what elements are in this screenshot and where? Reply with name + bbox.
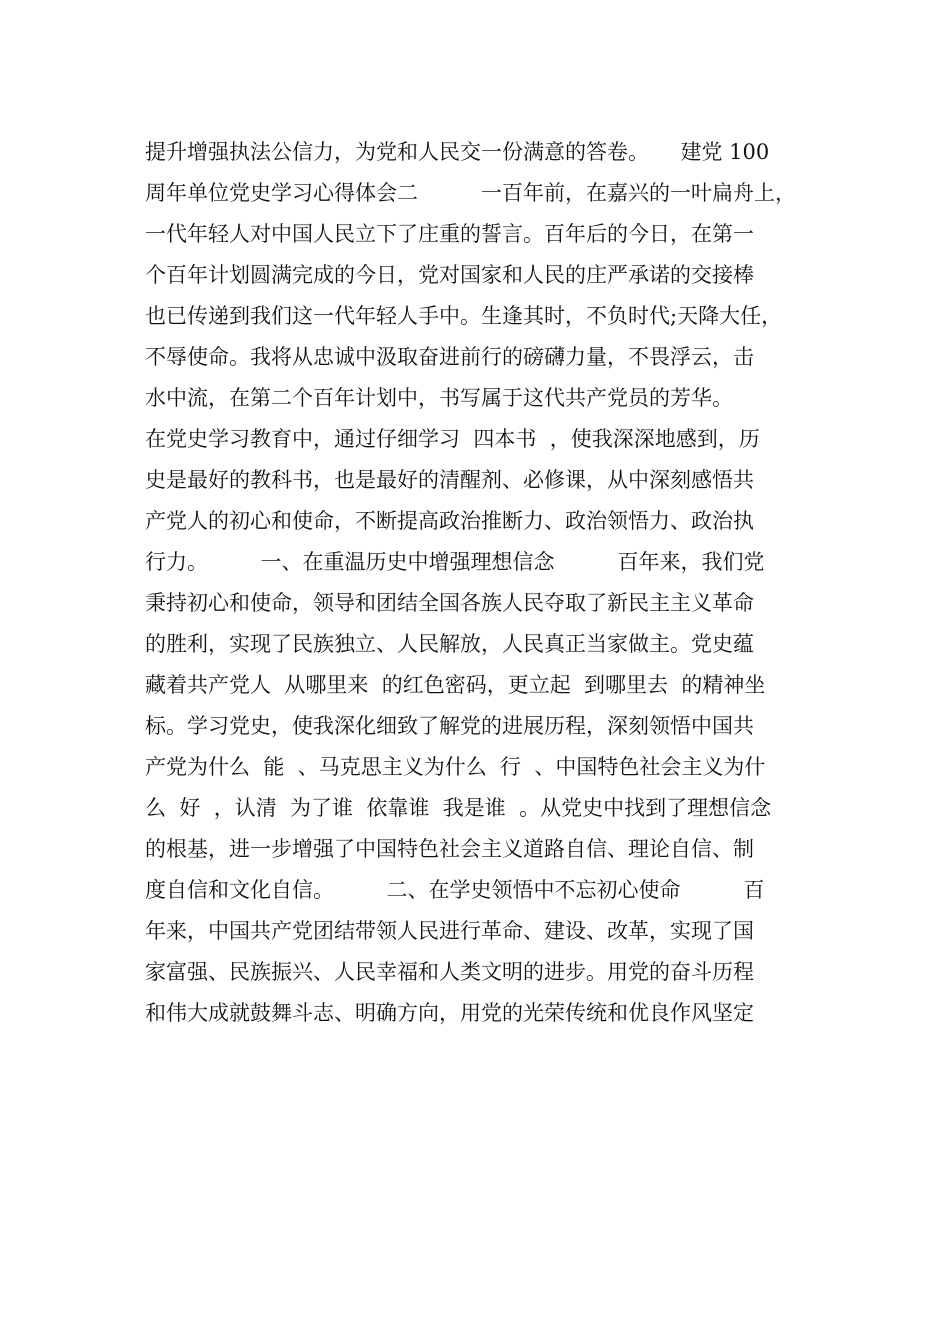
text-line-4: 个百年计划圆满完成的今日，党对国家和人民的庄严承诺的交接棒 bbox=[145, 263, 754, 287]
text-line-21: 家富强、民族振兴、人民幸福和人类文明的进步。用党的奋斗历程 bbox=[145, 960, 754, 984]
text-line-13: 的胜利，实现了民族独立、人民解放，人民真正当家做主。党史蕴 bbox=[145, 632, 754, 656]
text-line-6: 不辱使命。我将从忠诚中汲取奋进前行的磅礴力量，不畏浮云，击 bbox=[145, 345, 754, 369]
text-line-22: 和伟大成就鼓舞斗志、明确方向，用党的光荣传统和优良作风坚定 bbox=[145, 1001, 754, 1025]
text-line-19: 度自信和文化自信。 二、在学史领悟中不忘初心使命 百 bbox=[145, 878, 765, 902]
text-line-14: 藏着共产党人 从哪里来 的红色密码，更立起 到哪里去 的精神坐 bbox=[145, 673, 766, 697]
text-line-8: 在党史学习教育中，通过仔细学习 四本书 ，使我深深地感到，历 bbox=[145, 427, 760, 451]
text-line-18: 的根基，进一步增强了中国特色社会主义道路自信、理论自信、制 bbox=[145, 837, 754, 861]
text-line-9: 史是最好的教科书，也是最好的清醒剂、必修课，从中深刻感悟共 bbox=[145, 468, 754, 492]
text-line-20: 年来，中国共产党团结带领人民进行革命、建设、改革，实现了国 bbox=[145, 919, 754, 943]
text-line-5: 也已传递到我们这一代年轻人手中。生逢其时，不负时代;天降大任， bbox=[145, 304, 783, 328]
text-line-10: 产党人的初心和使命，不断提高政治推断力、政治领悟力、政治执 bbox=[145, 509, 754, 533]
text-line-17: 么 好 ，认清 为了谁 依靠谁 我是谁 。从党史中找到了理想信念 bbox=[145, 796, 772, 820]
text-line-2: 周年单位党史学习心得体会二 一百年前，在嘉兴的一叶扁舟上， bbox=[145, 181, 796, 205]
text-line-16: 产党为什么 能 、马克思主义为什么 行 、中国特色社会主义为什 bbox=[145, 755, 766, 779]
text-line-1: 提升增强执法公信力，为党和人民交一份满意的答卷。 建党 100 bbox=[145, 140, 770, 164]
text-line-7: 水中流，在第二个百年计划中，书写属于这代共产党员的芳华。 bbox=[145, 386, 733, 410]
text-line-11: 行力。 一、在重温历史中增强理想信念 百年来，我们党 bbox=[145, 550, 765, 574]
text-line-12: 秉持初心和使命，领导和团结全国各族人民夺取了新民主主义革命 bbox=[145, 591, 754, 615]
text-line-15: 标。学习党史，使我深化细致了解党的进展历程，深刻领悟中国共 bbox=[145, 714, 754, 738]
body-text bbox=[145, 132, 815, 1034]
text-line-3: 一代年轻人对中国人民立下了庄重的誓言。百年后的今日，在第一 bbox=[145, 222, 754, 246]
